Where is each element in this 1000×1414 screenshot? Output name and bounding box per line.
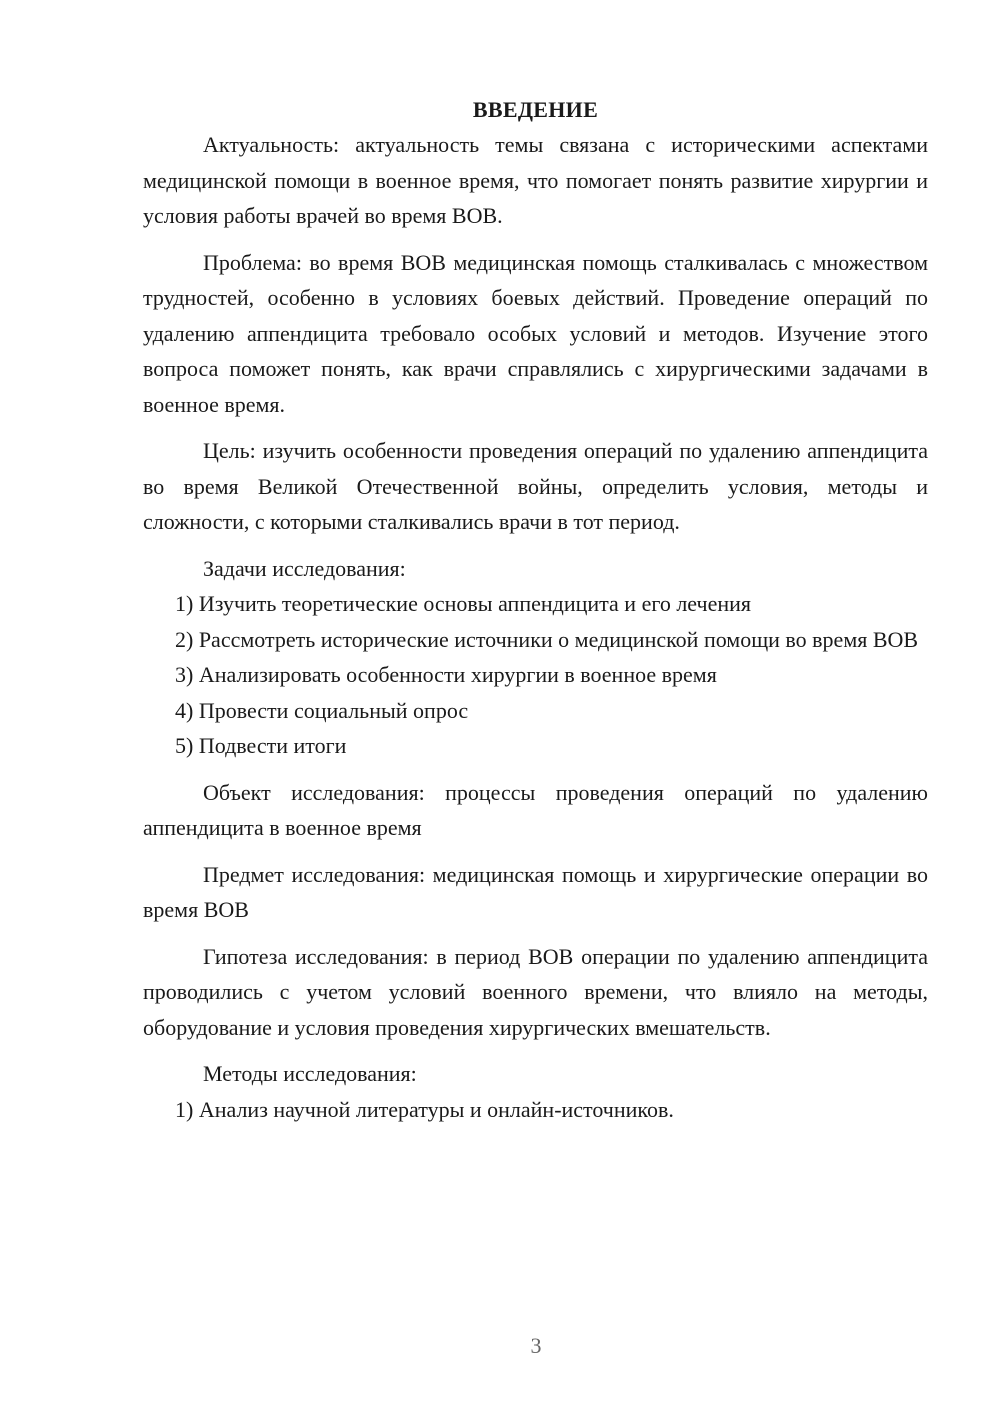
tasks-heading: Задачи исследования: <box>203 555 406 581</box>
subject-paragraph: Предмет исследования: медицинская помощь и хирургические операции во время ВОВ <box>143 861 928 922</box>
document-page <box>143 92 928 1127</box>
task-item: 4) Провести социальный опрос <box>175 697 469 723</box>
relevance-paragraph: Актуальность: актуальность темы связана с историческими аспектами медицинской помощи в военное время, что помогает понять развитие хирургии и условия работы врачей во время ВОВ. <box>143 132 928 228</box>
task-item: 5) Подвести итоги <box>175 733 347 758</box>
methods-heading: Методы исследования: <box>203 1061 417 1086</box>
hypothesis-paragraph: Гипотеза исследования: в период ВОВ операции по удалению аппендицита проводились с учетом условий военного времени, что влияло на методы, оборудование и условия проведения хирургических вмешательств. <box>143 943 928 1040</box>
task-item: 2) Рассмотреть исторические источники о медицинской помощи во время ВОВ <box>175 626 919 652</box>
goal-paragraph: Цель: изучить особенности проведения операций по удалению аппендицита во время Великой Отечественной войны, определить условия, методы и сложности, с которыми сталкивались врачи в тот период. <box>143 438 928 534</box>
page-number: 3 <box>530 1333 542 1358</box>
problem-paragraph: Проблема: во время ВОВ медицинская помощь сталкивалась с множеством трудностей, особенно в условиях боевых действий. Проведение операций по удалению аппендицита требовало особых условий и методов. Изучение этого вопроса поможет понять, как врачи справлялись с хирургическими задачами в военное время. <box>143 249 928 417</box>
section-title: ВВЕДЕНИЕ <box>472 97 599 122</box>
task-item: 1) Изучить теоретические основы аппендицита и его лечения <box>175 591 752 616</box>
method-item: 1) Анализ научной литературы и онлайн-источников. <box>175 1096 674 1122</box>
task-item: 3) Анализировать особенности хирургии в военное время <box>175 662 717 687</box>
object-paragraph: Объект исследования: процессы проведения операций по удалению аппендицита в военное время <box>143 779 928 840</box>
